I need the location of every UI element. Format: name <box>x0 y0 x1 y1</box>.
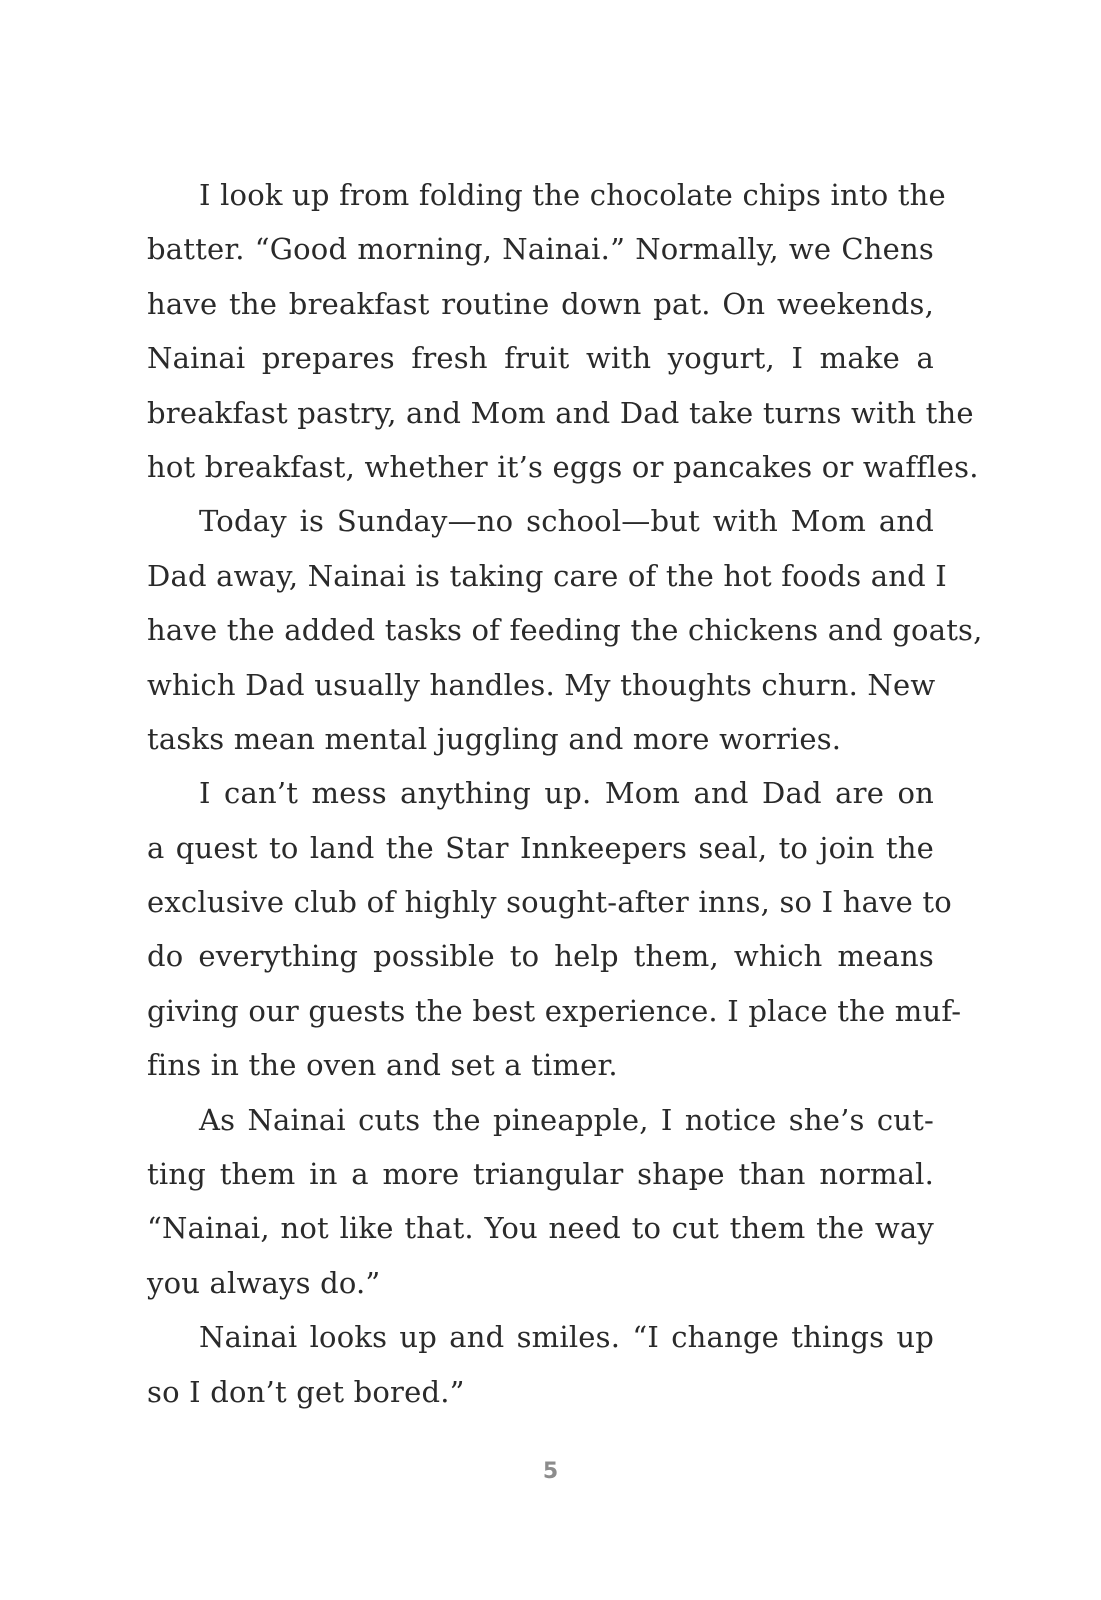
text-line: exclusive club of highly sought-after inns, so I have to <box>147 885 952 920</box>
text-line: I look up from folding the chocolate chips into the <box>199 178 946 212</box>
text-line: so I don’t get bored.” <box>147 1374 465 1409</box>
text-line: “Nainai, not like that. You need to cut them the way <box>147 1211 934 1246</box>
text-line: which Dad usually handles. My thoughts churn. New <box>147 667 936 702</box>
text-line: Nainai prepares fresh fruit with yogurt, I make a <box>147 341 934 376</box>
text-line: tasks mean mental juggling and more worries. <box>147 721 842 756</box>
text-line: hot breakfast, whether it’s eggs or pancakes or waffles. <box>147 449 979 484</box>
text-line: have the added tasks of feeding the chickens and goats, <box>147 613 983 648</box>
text-line: have the breakfast routine down pat. On weekends, <box>147 286 934 321</box>
text-line: ting them in a more triangular shape than normal. <box>147 1157 934 1192</box>
text-line: Dad away, Nainai is taking care of the hot foods and I <box>147 558 947 593</box>
text-line: breakfast pastry, and Mom and Dad take turns with the <box>147 395 974 430</box>
text-line: fins in the oven and set a timer. <box>147 1048 618 1083</box>
text-line: you always do.” <box>147 1265 381 1300</box>
text-line: do everything possible to help them, which means <box>147 939 934 974</box>
text-line: a quest to land the Star Innkeepers seal, to join the <box>147 830 934 865</box>
page-number: 5 <box>542 1459 559 1484</box>
text-line: giving our guests the best experience. I place the muf- <box>147 993 962 1028</box>
text-line: Nainai looks up and smiles. “I change things up <box>199 1320 934 1355</box>
text-line: As Nainai cuts the pineapple, I notice she’s cut- <box>199 1102 934 1137</box>
text-line: I can’t mess anything up. Mom and Dad are on <box>199 776 934 811</box>
text-line: batter. “Good morning, Nainai.” Normally, we Chens <box>147 232 934 267</box>
body-text <box>147 168 983 1419</box>
text-line: Today is Sunday—no school—but with Mom and <box>199 504 934 539</box>
